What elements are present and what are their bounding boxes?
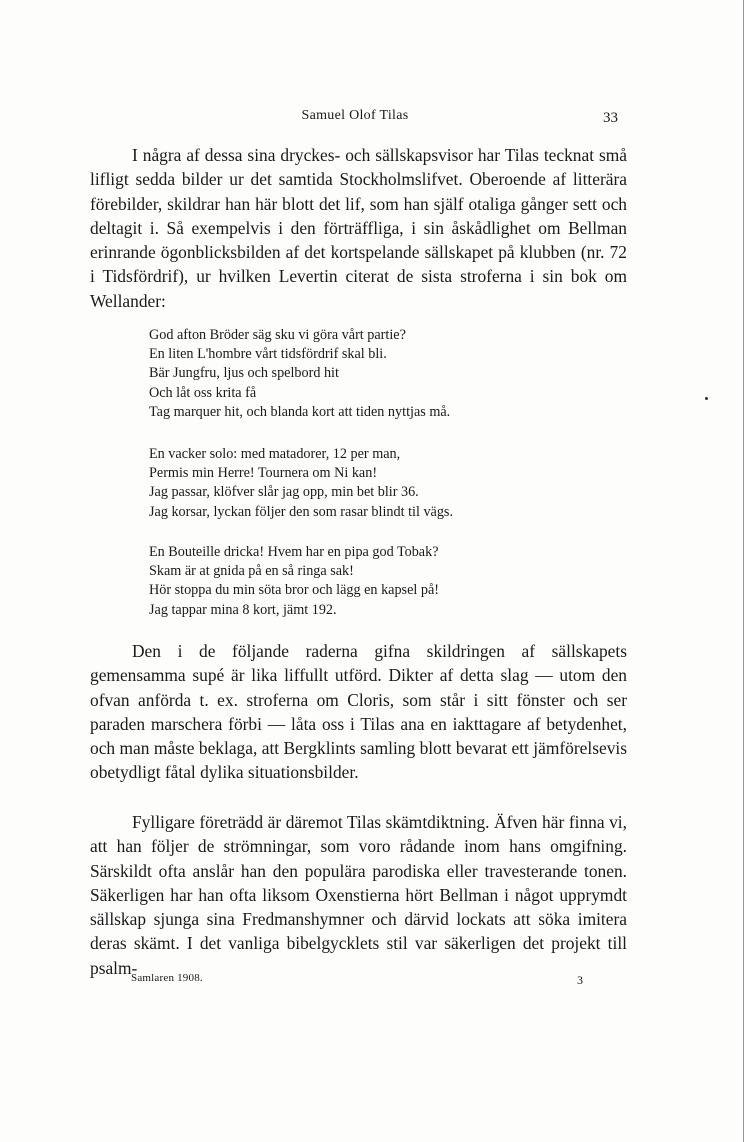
verse-line: Skam är at gnida på en så ringa sak!	[149, 563, 354, 580]
verse-line: Jag tappar mina 8 kort, jämt 192.	[149, 601, 337, 618]
verse-line: En vacker solo: med matadorer, 12 per man,	[149, 446, 401, 462]
paragraph-3	[90, 810, 627, 980]
verse-line: En Bouteille dricka! Hvem har en pipa god Tobak?	[149, 544, 439, 560]
footer-signature: 3	[577, 973, 583, 987]
paragraph-text: I några af dessa sina dryckes- och sällskapsvisor har Tilas tecknat små lifligt sedda bilder ur det samtida Stockholmslifvet. Oberoende af litterära förebilder, skildrar han här blott det lif, som han själf otaliga gånger sett och deltagit i. Så exempelvis i den förträffliga, i sin åskådlighet om Bellman erinrande ögonblicksbilden af det kortspelande sällskapet på klubben (nr. 72 i Tidsfördrif), ur hvilken Levertin citerat de sista stroferna i sin bok om Wellander:	[90, 145, 627, 311]
verse-line: Permis min Herre! Tournera om Ni kan!	[149, 465, 378, 482]
paragraph-text: Den i de följande raderna gifna skildringen af sällskapets gemensamma supé är lika liffullt utförd. Dikter af detta slag — utom den ofvan anförda t. ex. stroferna om Cloris, som står i sitt fönster och ser paraden marschera förbi — låta oss i Tilas ana en iakttagare af betydenhet, och man måste beklaga, att Bergklints samling blott bevarat ett jämförelsevis obetydligt fåtal dylika situationsbilder.	[90, 641, 627, 783]
verse-stanza-3	[149, 543, 569, 620]
paragraph-2	[90, 639, 627, 785]
footer-publication: Samlaren 1908.	[131, 972, 203, 984]
paragraph-text: Fylligare företrädd är däremot Tilas skämtdiktning. Äfven här finna vi, att han följer de strömningar, som voro rådande inom hans omgifning. Särskildt ofta anslår han den populära parodiska eller travesterande tonen. Säkerligen har han ofta liksom Oxenstierna hört Bellman i något upprymdt sällskap sjunga sina Fredmanshymner och därvid lockats att söka imitera deras skämt. I det vanliga bibelgycklets stil var säkerligen det projekt till psalm-	[90, 812, 627, 978]
paragraph-1	[90, 143, 627, 313]
page-number: 33	[603, 110, 618, 126]
verse-line: Och låt oss krita få	[149, 384, 257, 401]
verse-line: Tag marquer hit, och blanda kort att tiden nyttjas må.	[149, 403, 451, 420]
running-head	[0, 108, 744, 130]
verse-line: Jag korsar, lyckan följer den som rasar blindt til vägs.	[149, 503, 453, 520]
verse-stanza-2	[149, 445, 569, 522]
verse-stanza-1	[149, 326, 569, 422]
scan-speck	[705, 397, 708, 400]
verse-line: Hör stoppa du min söta bror och lägg en kapsel på!	[149, 582, 439, 599]
verse-line: Bär Jungfru, ljus och spelbord hit	[149, 365, 339, 382]
running-title: Samuel Olof Tilas	[301, 108, 409, 123]
verse-line: God afton Bröder säg sku vi göra vårt partie?	[149, 327, 406, 343]
verse-line: En liten L'hombre vårt tidsfördrif skal bli.	[149, 346, 387, 363]
verse-line: Jag passar, klöfver slår jag opp, min bet blir 36.	[149, 484, 419, 501]
